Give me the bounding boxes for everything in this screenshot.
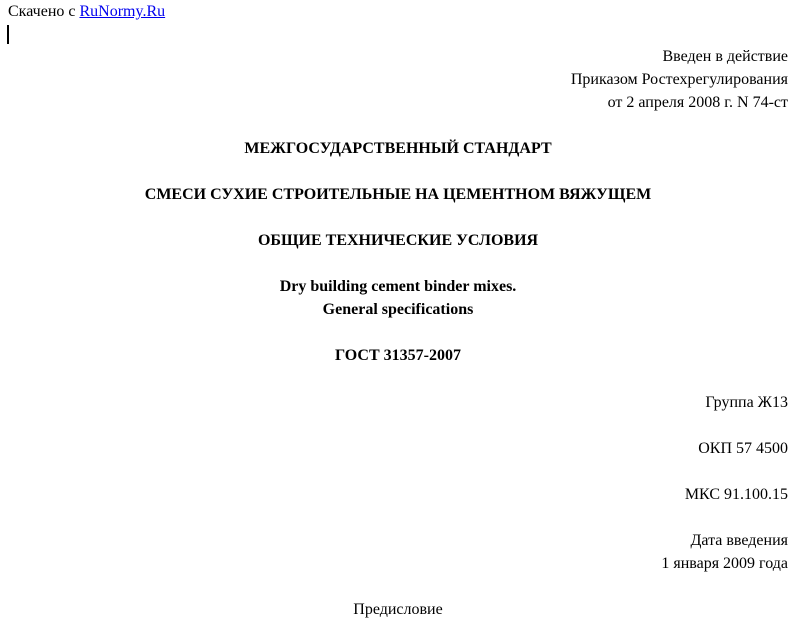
intro-line-3: от 2 апреля 2008 г. N 74-ст [607,94,788,111]
text-cursor [7,25,9,44]
english-title-line-1: Dry building cement binder mixes. [279,278,517,295]
standard-type-heading: МЕЖГОСУДАРСТВЕННЫЙ СТАНДАРТ [244,140,552,157]
download-prefix: Скачено с [8,3,76,20]
mks-code: МКС 91.100.15 [684,486,788,503]
foreword-heading: Предисловие [353,601,443,618]
english-title-line-2: General specifications [322,301,474,318]
standard-subtitle-heading: ОБЩИЕ ТЕХНИЧЕСКИЕ УСЛОВИЯ [257,232,539,249]
intro-date-label: Дата введения [690,532,788,549]
intro-line-2: Приказом Ростехрегулирования [570,71,788,88]
download-source [8,2,165,22]
okp-code: ОКП 57 4500 [698,440,788,457]
intro-date-value: 1 января 2009 года [661,555,788,572]
group-code: Группа Ж13 [705,394,788,411]
runormy-link[interactable]: RuNormy.Ru [79,3,166,20]
standard-code: ГОСТ 31357-2007 [335,347,461,364]
standard-name-heading: СМЕСИ СУХИЕ СТРОИТЕЛЬНЫЕ НА ЦЕМЕНТНОМ ВЯЖУЩЕМ [144,186,652,203]
intro-line-1: Введен в действие [662,48,788,65]
